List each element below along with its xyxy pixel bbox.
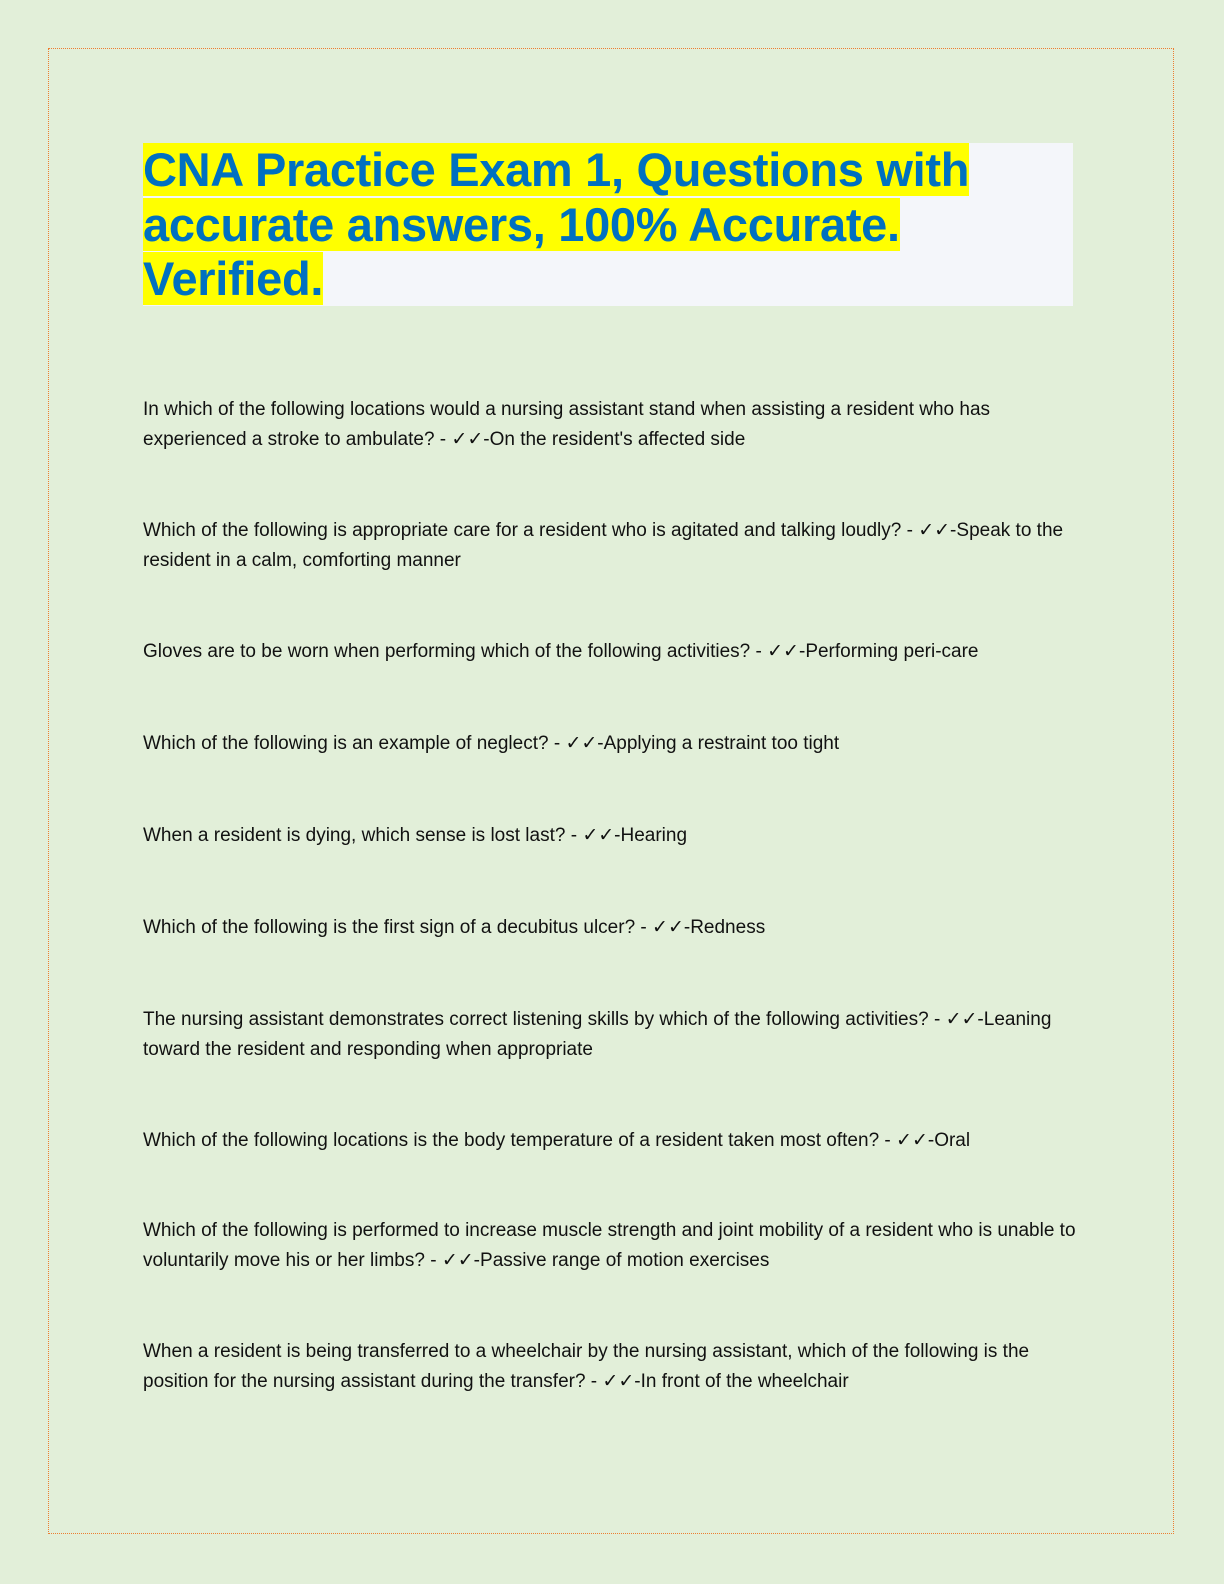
answer-text: Hearing: [620, 825, 688, 846]
answer-text: Leaning toward the resident and responding when appropriate: [143, 1009, 1052, 1060]
qa-item: [143, 1216, 1078, 1276]
check-icon: - ✓✓-: [879, 1130, 935, 1151]
check-icon: - ✓✓-: [901, 520, 957, 541]
answer-text: In front of the wheelchair: [640, 1371, 849, 1392]
qa-item: [143, 1337, 1078, 1397]
answer-text: Applying a restraint too tight: [603, 733, 840, 754]
qa-item: [143, 913, 1078, 943]
question-text: Which of the following locations is the body temperature of a resident taken most often?: [143, 1130, 880, 1151]
question-text: Which of the following is the first sign of a decubitus ulcer?: [143, 917, 636, 938]
question-text: Gloves are to be worn when performing which of the following activities?: [143, 641, 751, 662]
answer-text: Passive range of motion exercises: [480, 1250, 770, 1271]
title-box: [143, 143, 1073, 306]
answer-text: Redness: [690, 917, 766, 938]
question-text: Which of the following is appropriate care for a resident who is agitated and talking loudly?: [143, 520, 902, 541]
answer-text: On the resident's affected side: [489, 429, 746, 450]
question-text: When a resident is dying, which sense is lost last?: [143, 825, 566, 846]
check-icon: - ✓✓-: [434, 429, 490, 450]
answer-text: Oral: [934, 1130, 971, 1151]
check-icon: - ✓✓-: [928, 1009, 984, 1030]
question-text: The nursing assistant demonstrates correct listening skills by which of the following activities?: [143, 1009, 929, 1030]
qa-item: [143, 516, 1078, 576]
qa-item: [143, 821, 1078, 851]
qa-item: [143, 1126, 1078, 1156]
qa-item: [143, 637, 1078, 667]
document-title: [143, 143, 1073, 307]
check-icon: - ✓✓-: [565, 825, 621, 846]
check-icon: - ✓✓-: [424, 1250, 481, 1271]
qa-item: [143, 395, 1078, 455]
answer-text: Performing peri-care: [805, 641, 979, 662]
question-text: When a resident is being transferred to a wheelchair by the nursing assistant, which of the following is the position for the nursing assistant during the transfer?: [143, 1341, 1030, 1392]
check-icon: - ✓✓-: [548, 733, 604, 754]
check-icon: - ✓✓-: [750, 641, 806, 662]
title-highlight: CNA Practice Exam 1, Questions with accurate answers, 100% Accurate. Verified.: [143, 143, 970, 305]
question-text: Which of the following is performed to increase muscle strength and joint mobility of a resident who is unable to voluntarily move his or her limbs?: [143, 1220, 1076, 1271]
qa-item: [143, 1005, 1078, 1065]
answer-text: Speak to the resident in a calm, comforting manner: [143, 520, 1064, 571]
question-text: In which of the following locations would a nursing assistant stand when assisting a resident who has experienced a stroke to ambulate?: [143, 399, 991, 450]
check-icon: - ✓✓-: [635, 917, 691, 938]
check-icon: - ✓✓-: [585, 1371, 641, 1392]
qa-item: [143, 729, 1078, 759]
question-text: Which of the following is an example of neglect?: [143, 733, 549, 754]
